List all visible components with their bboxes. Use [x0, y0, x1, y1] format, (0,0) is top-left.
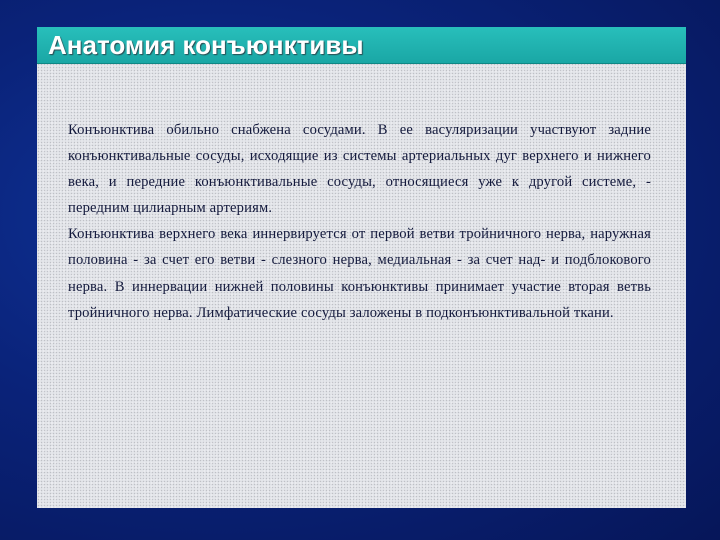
slide-title: Анатомия конъюнктивы: [48, 30, 364, 60]
paragraph-innervation: Конъюнктива верхнего века иннервируется от первой ветви тройничного нерва, наружная половина - за счет его ветви - слезного нерва, медиальная - за счет над- и подблокового нерва. В иннервации нижней половины конъюнктивы принимает участие вторая ветвь тройничного нерва. Лимфатические сосуды заложены в подконъюнктивальной ткани.: [68, 226, 651, 321]
paragraph-vascularization: Конъюнктива обильно снабжена сосудами. В ее васуляризации участвуют задние конъюнктивальные сосуды, исходящие из системы артериальных дуг верхнего и нижнего века, и передние конъюнктивальные сосуды, относящиеся уже к другой системе, - передним цилиарным артериям.: [68, 122, 651, 217]
title-bar: [37, 27, 686, 64]
slide-body-text: [68, 117, 651, 326]
slide-content-panel: [37, 27, 686, 508]
